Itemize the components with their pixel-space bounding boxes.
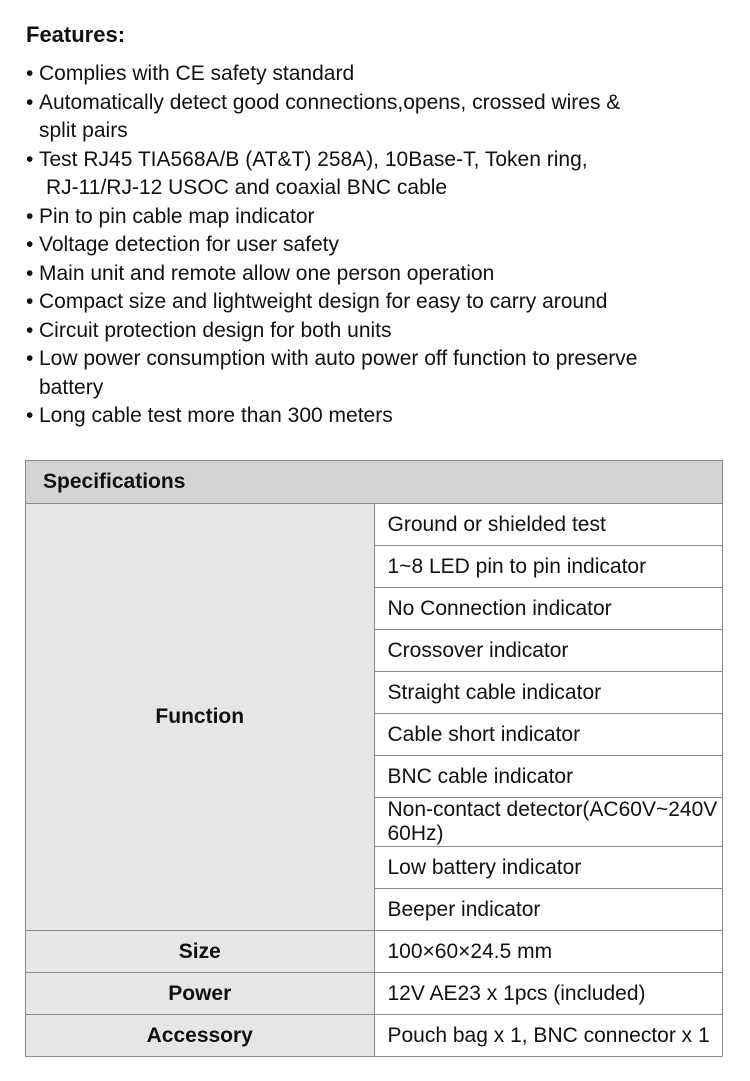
function-value: Non-contact detector(AC60V~240V 60Hz) (374, 798, 723, 847)
feature-text-continuation: RJ-11/RJ-12 USOC and coaxial BNC cable (46, 176, 448, 199)
features-section (26, 22, 738, 431)
feature-text: Pin to pin cable map indicator (39, 204, 315, 228)
feature-item (26, 260, 738, 289)
feature-item (26, 60, 738, 89)
function-value: BNC cable indicator (374, 756, 723, 798)
function-value: Beeper indicator (374, 889, 723, 931)
bullet-icon: • (26, 62, 34, 85)
bullet-icon: • (26, 90, 34, 114)
function-value: No Connection indicator (374, 588, 723, 630)
specifications-header: Specifications (26, 461, 723, 504)
table-row (26, 973, 723, 1015)
table-header-row (26, 461, 723, 504)
table-row (26, 1015, 723, 1057)
bullet-icon: • (26, 347, 34, 370)
bullet-icon: • (26, 147, 34, 171)
size-value: 100×60×24.5 mm (374, 931, 723, 973)
bullet-icon: • (26, 404, 34, 427)
feature-text: Main unit and remote allow one person operation (39, 261, 495, 285)
function-value: Cable short indicator (374, 714, 723, 756)
bullet-icon: • (26, 204, 34, 228)
power-value: 12V AE23 x 1pcs (included) (374, 973, 723, 1015)
feature-text: Low power consumption with auto power off function to preserve (39, 347, 638, 370)
feature-item (26, 89, 738, 146)
feature-item (26, 317, 738, 346)
size-label: Size (26, 931, 375, 973)
bullet-icon: • (26, 233, 34, 256)
features-title: Features: (26, 22, 126, 47)
function-value: Low battery indicator (374, 847, 723, 889)
accessory-label: Accessory (26, 1015, 375, 1057)
feature-text: Voltage detection for user safety (39, 233, 340, 256)
accessory-value: Pouch bag x 1, BNC connector x 1 (374, 1015, 723, 1057)
function-value: 1~8 LED pin to pin indicator (374, 546, 723, 588)
feature-text-continuation: split pairs (39, 119, 128, 142)
table-row (26, 504, 723, 546)
feature-item (26, 402, 738, 431)
feature-text: Test RJ45 TIA568A/B (AT&T) 258A), 10Base-T, Token ring, (39, 147, 588, 171)
feature-item (26, 146, 738, 203)
feature-text: Long cable test more than 300 meters (39, 404, 393, 427)
bullet-icon: • (26, 290, 34, 313)
feature-text-continuation: battery (39, 375, 104, 399)
function-value: Ground or shielded test (374, 504, 723, 546)
feature-text: Complies with CE safety standard (39, 62, 355, 85)
table-row (26, 931, 723, 973)
feature-item (26, 288, 738, 317)
feature-text: Compact size and lightweight design for easy to carry around (39, 290, 608, 313)
feature-item (26, 203, 738, 232)
function-value: Crossover indicator (374, 630, 723, 672)
function-value: Straight cable indicator (374, 672, 723, 714)
feature-text: Circuit protection design for both units (39, 318, 392, 342)
bullet-icon: • (26, 318, 34, 342)
function-label: Function (26, 504, 375, 931)
power-label: Power (26, 973, 375, 1015)
bullet-icon: • (26, 261, 34, 285)
feature-item (26, 345, 738, 402)
feature-text: Automatically detect good connections,opens, crossed wires & (39, 90, 621, 114)
feature-item (26, 231, 738, 260)
feature-list (26, 60, 738, 431)
specifications-table (25, 460, 723, 1057)
